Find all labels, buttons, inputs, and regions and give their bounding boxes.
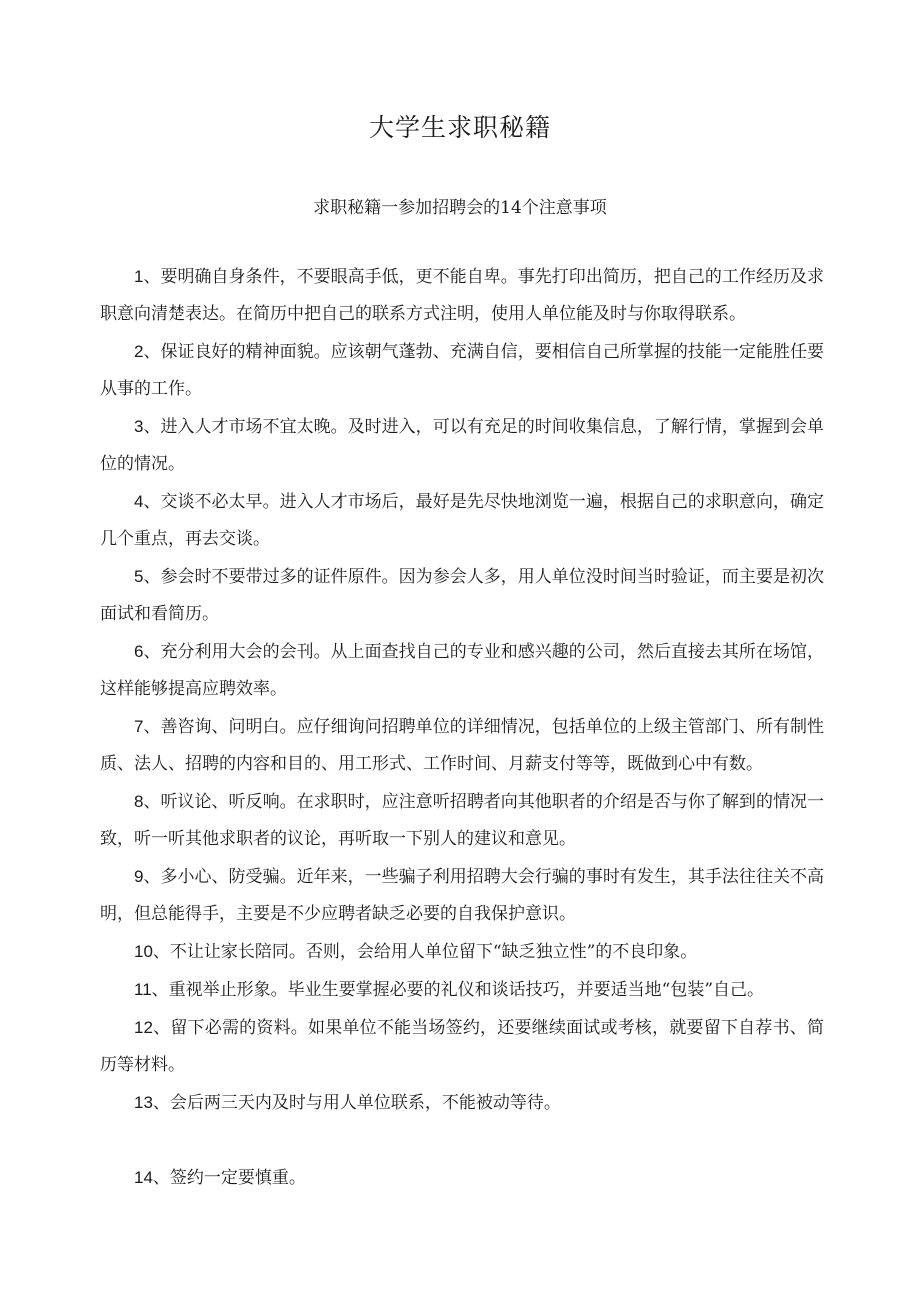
item-text: 充分利用大会的会刊。从上面查找自己的专业和感兴趣的公司，然后直接去其所在场馆，这样能够提高应聘效率。 <box>100 642 824 699</box>
item-number: 3、 <box>134 417 161 436</box>
list-item <box>100 333 824 408</box>
item-text: 交谈不必太早。进入人才市场后，最好是先尽快地浏览一遍，根据自己的求职意向，确定几个重点，再去交谈。 <box>100 492 824 549</box>
item-text: 善咨询、问明白。应仔细询问招聘单位的详细情况，包括单位的上级主管部门、所有制性质、法人、招聘的内容和目的、用工形式、工作时间、月薪支付等等，既做到心中有数。 <box>100 717 824 774</box>
item-text: 保证良好的精神面貌。应该朝气蓬勃、充满自信，要相信自己所掌握的技能一定能胜任要从事的工作。 <box>100 342 824 399</box>
item-number: 11、 <box>134 980 169 999</box>
item-number: 10、 <box>134 942 170 961</box>
item-text: 留下必需的资料。如果单位不能当场签约，还要继续面试或考核，就要留下自荐书、简历等材料。 <box>100 1018 824 1075</box>
item-text: 会后两三天内及时与用人单位联系，不能被动等待。 <box>169 1093 561 1113</box>
item-number: 13、 <box>134 1093 170 1112</box>
item-number: 14、 <box>134 1168 170 1187</box>
list-item <box>100 258 824 333</box>
item-number: 8、 <box>134 792 161 811</box>
list-item <box>100 783 824 858</box>
list-item <box>100 858 824 933</box>
item-number: 6、 <box>134 642 161 661</box>
document-subtitle: 求职秘籍一参加招聘会的14个注意事项 <box>313 198 607 218</box>
item-number: 7、 <box>134 717 161 736</box>
document-title: 大学生求职秘籍 <box>368 113 551 142</box>
item-number: 9、 <box>134 867 161 886</box>
item-text: 进入人才市场不宜太晚。及时进入，可以有充足的时间收集信息，了解行情，掌握到会单位的情况。 <box>100 417 824 474</box>
list-item <box>100 633 824 708</box>
list-item <box>100 558 824 633</box>
notice-list <box>100 258 824 1197</box>
item-text: 重视举止形象。毕业生要掌握必要的礼仪和谈话技巧，并要适当地“包装”自己。 <box>168 980 765 1000</box>
list-item <box>100 971 824 1009</box>
item-number: 1、 <box>134 267 161 286</box>
item-text: 参会时不要带过多的证件原件。因为参会人多，用人单位没时间当时验证，而主要是初次面试和看简历。 <box>100 567 824 624</box>
item-text: 听议论、听反响。在求职时，应注意听招聘者向其他职者的介绍是否与你了解到的情况一致，听一听其他求职者的议论，再听取一下别人的建议和意见。 <box>100 792 824 849</box>
item-number: 2、 <box>134 342 161 361</box>
list-item <box>100 933 824 971</box>
list-item <box>100 1009 824 1084</box>
list-item <box>100 1159 824 1197</box>
item-number: 4、 <box>134 492 161 511</box>
item-number: 5、 <box>134 567 161 586</box>
list-item <box>100 408 824 483</box>
list-item <box>100 708 824 783</box>
list-item <box>100 483 824 558</box>
item-text: 不让让家长陪同。否则，会给用人单位留下“缺乏独立性”的不良印象。 <box>169 942 698 962</box>
item-number: 12、 <box>134 1018 171 1037</box>
list-item <box>100 1084 824 1122</box>
item-text: 签约一定要慎重。 <box>169 1168 306 1188</box>
item-text: 多小心、防受骗。近年来，一些骗子利用招聘大会行骗的事时有发生，其手法往往关不高明，但总能得手，主要是不少应聘者缺乏必要的自我保护意识。 <box>100 867 824 924</box>
item-text: 要明确自身条件，不要眼高手低，更不能自卑。事先打印出简历，把自己的工作经历及求职意向清楚表达。在简历中把自己的联系方式注明，使用人单位能及时与你取得联系。 <box>100 267 824 324</box>
